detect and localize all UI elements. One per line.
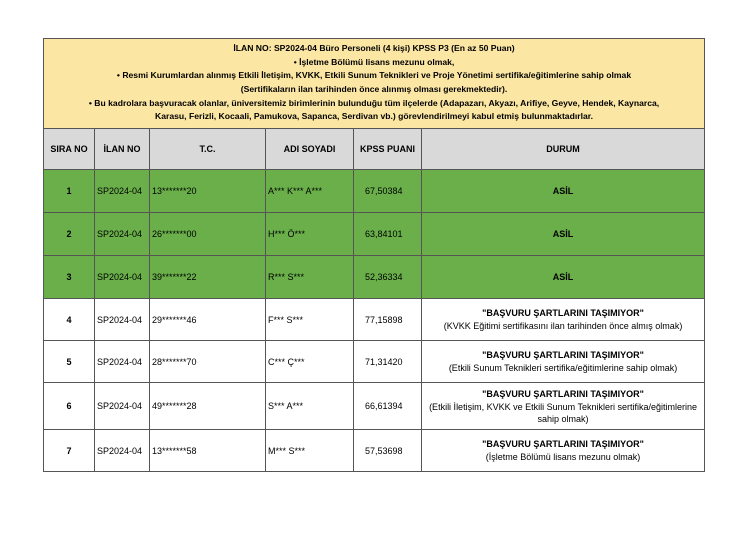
cell-ilan: SP2024-04 [95, 299, 150, 341]
cell-sira: 3 [44, 256, 95, 299]
table-row [44, 430, 705, 472]
header-line: İLAN NO: SP2024-04 Büro Personeli (4 kişi) KPSS P3 (En az 50 Puan) [233, 43, 515, 54]
table-body [44, 170, 705, 472]
header-line: Karasu, Ferizli, Kocaali, Pamukova, Sapanca, Serdivan vb.) görevlendirilmeyi kabul etmiş bulunmaktadırlar. [155, 111, 593, 122]
cell-kpss: 77,15898 [354, 299, 422, 341]
status-ineligible: "BAŞVURU ŞARTLARINI TAŞIMIYOR" [482, 388, 644, 399]
col-header-kpss: KPSS PUANI [354, 129, 422, 170]
status-reason: (İşletme Bölümü lisans mezunu olmak) [485, 452, 641, 462]
column-header-row [44, 129, 705, 170]
cell-sira: 1 [44, 170, 95, 213]
status-ineligible: "BAŞVURU ŞARTLARINI TAŞIMIYOR" [482, 308, 644, 318]
cell-ad: H*** Ö*** [266, 213, 354, 256]
status-reason: (KVKK Eğitimi sertifikasını ilan tarihinden önce almış olmak) [443, 321, 683, 331]
cell-kpss: 57,53698 [354, 430, 422, 472]
announcement-header-row [44, 39, 705, 129]
cell-ilan: SP2024-04 [95, 170, 150, 213]
cell-kpss: 52,36334 [354, 256, 422, 299]
cell-durum [422, 299, 705, 341]
cell-sira: 2 [44, 213, 95, 256]
table-row [44, 341, 705, 383]
cell-tc: 39*******22 [150, 256, 266, 299]
results-table [43, 38, 705, 472]
cell-ilan: SP2024-04 [95, 213, 150, 256]
cell-durum [422, 170, 705, 213]
status-asil: ASİL [552, 186, 574, 196]
cell-sira: 7 [44, 430, 95, 472]
cell-tc: 13*******58 [150, 430, 266, 472]
cell-ilan: SP2024-04 [95, 256, 150, 299]
status-ineligible: "BAŞVURU ŞARTLARINI TAŞIMIYOR" [482, 439, 644, 449]
cell-kpss: 66,61394 [354, 383, 422, 430]
header-line: • Bu kadrolara başvuracak olanlar, üniversitemiz birimlerinin bulunduğu tüm ilçelerde (Adapazarı, Akyazı, Arifiye, Geyve, Hendek, Kaynarca, [88, 97, 660, 108]
cell-sira: 5 [44, 341, 95, 383]
table-row [44, 299, 705, 341]
cell-tc: 26*******00 [150, 213, 266, 256]
cell-ilan: SP2024-04 [95, 341, 150, 383]
status-asil: ASİL [552, 272, 574, 282]
col-header-durum: DURUM [422, 129, 705, 170]
results-sheet [43, 38, 704, 472]
table-row [44, 170, 705, 213]
cell-ilan: SP2024-04 [95, 383, 150, 430]
cell-durum [422, 213, 705, 256]
table-row [44, 383, 705, 430]
cell-kpss: 71,31420 [354, 341, 422, 383]
cell-durum [422, 383, 705, 430]
header-line: • İşletme Bölümü lisans mezunu olmak, [293, 56, 455, 67]
col-header-tc: T.C. [150, 129, 266, 170]
cell-ad: M*** S*** [266, 430, 354, 472]
cell-ad: C*** Ç*** [266, 341, 354, 383]
status-reason: (Etkili İletişim, KVKK ve Etkili Sunum Teknikleri sertifika/eğitimlerine sahip olmak) [429, 401, 697, 424]
header-line: • Resmi Kurumlardan alınmış Etkili İletişim, KVKK, Etkili Sunum Teknikleri ve Proje Yönetimi sertifika/eğitimlerine sahip olmak [116, 70, 632, 81]
cell-ad: A*** K*** A*** [266, 170, 354, 213]
cell-durum [422, 256, 705, 299]
cell-ad: R*** S*** [266, 256, 354, 299]
table-row [44, 213, 705, 256]
cell-sira: 4 [44, 299, 95, 341]
status-reason: (Etkili Sunum Teknikleri sertifika/eğitimlerine sahip olmak) [448, 363, 678, 373]
cell-durum [422, 341, 705, 383]
table-row [44, 256, 705, 299]
cell-durum [422, 430, 705, 472]
cell-tc: 29*******46 [150, 299, 266, 341]
cell-ilan: SP2024-04 [95, 430, 150, 472]
header-line: (Sertifikaların ilan tarihinden önce alınmış olması gerekmektedir). [240, 84, 508, 94]
announcement-header [44, 39, 705, 129]
cell-tc: 28*******70 [150, 341, 266, 383]
cell-ad: F*** S*** [266, 299, 354, 341]
cell-kpss: 67,50384 [354, 170, 422, 213]
cell-tc: 49*******28 [150, 383, 266, 430]
status-asil: ASİL [552, 229, 574, 239]
cell-kpss: 63,84101 [354, 213, 422, 256]
cell-ad: S*** A*** [266, 383, 354, 430]
col-header-ilan: İLAN NO [95, 129, 150, 170]
col-header-ad: ADI SOYADI [266, 129, 354, 170]
cell-tc: 13*******20 [150, 170, 266, 213]
status-ineligible: "BAŞVURU ŞARTLARINI TAŞIMIYOR" [482, 350, 644, 360]
col-header-sira: SIRA NO [44, 129, 95, 170]
cell-sira: 6 [44, 383, 95, 430]
